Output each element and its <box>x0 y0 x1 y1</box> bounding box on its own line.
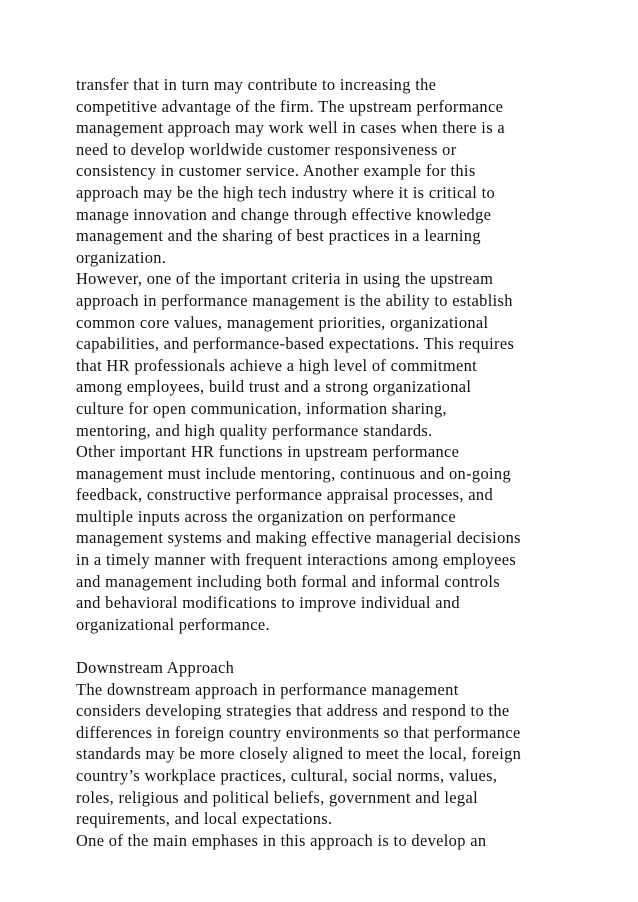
text-line: feedback, constructive performance appraisal processes, and <box>76 485 494 505</box>
text-line: need to develop worldwide customer responsiveness or <box>76 139 457 159</box>
text-line: multiple inputs across the organization on performance <box>76 506 456 526</box>
text-line: in a timely manner with frequent interactions among employees <box>76 550 517 570</box>
text-line: requirements, and local expectations. <box>76 809 333 829</box>
text-line: transfer that in turn may contribute to increasing the <box>76 75 437 94</box>
text-line: differences in foreign country environments so that performance <box>76 722 521 742</box>
text-line: roles, religious and political beliefs, government and legal <box>76 787 478 807</box>
text-line: capabilities, and performance-based expectations. This requires <box>76 334 515 354</box>
text-line: that HR professionals achieve a high level of commitment <box>76 355 478 375</box>
text-line: considers developing strategies that address and respond to the <box>76 701 510 721</box>
text-line: consistency in customer service. Another example for this <box>76 161 476 181</box>
text-line: common core values, management priorities, organizational <box>76 312 489 332</box>
body-text <box>76 74 616 851</box>
text-line: country’s workplace practices, cultural, social norms, values, <box>76 766 498 785</box>
text-line: organizational performance. <box>76 614 270 634</box>
text-line: approach in performance management is the ability to establish <box>76 290 513 310</box>
text-line: Other important HR functions in upstream performance <box>76 442 460 462</box>
text-line: among employees, build trust and a strong organizational <box>76 377 472 397</box>
text-line: management and the sharing of best practices in a learning <box>76 226 481 246</box>
section-heading: Downstream Approach <box>76 658 235 678</box>
text-line: mentoring, and high quality performance standards. <box>76 420 433 440</box>
text-line: competitive advantage of the firm. The upstream performance <box>76 96 504 116</box>
text-line: and management including both formal and informal controls <box>76 571 501 591</box>
blank-line <box>76 635 616 657</box>
text-line: However, one of the important criteria in using the upstream <box>76 269 494 289</box>
text-line: and behavioral modifications to improve individual and <box>76 593 460 613</box>
text-line: approach may be the high tech industry where it is critical to <box>76 182 496 202</box>
text-line: organization. <box>76 247 167 267</box>
text-line: standards may be more closely aligned to meet the local, foreign <box>76 744 522 764</box>
text-line: management systems and making effective managerial decisions <box>76 528 521 548</box>
text-line: management approach may work well in cases when there is a <box>76 118 506 138</box>
text-line: One of the main emphases in this approach is to develop an <box>76 830 487 850</box>
text-line: culture for open communication, information sharing, <box>76 398 447 418</box>
text-line: The downstream approach in performance management <box>76 679 459 699</box>
text-line: manage innovation and change through effective knowledge <box>76 204 492 224</box>
text-line: management must include mentoring, continuous and on-going <box>76 463 511 483</box>
